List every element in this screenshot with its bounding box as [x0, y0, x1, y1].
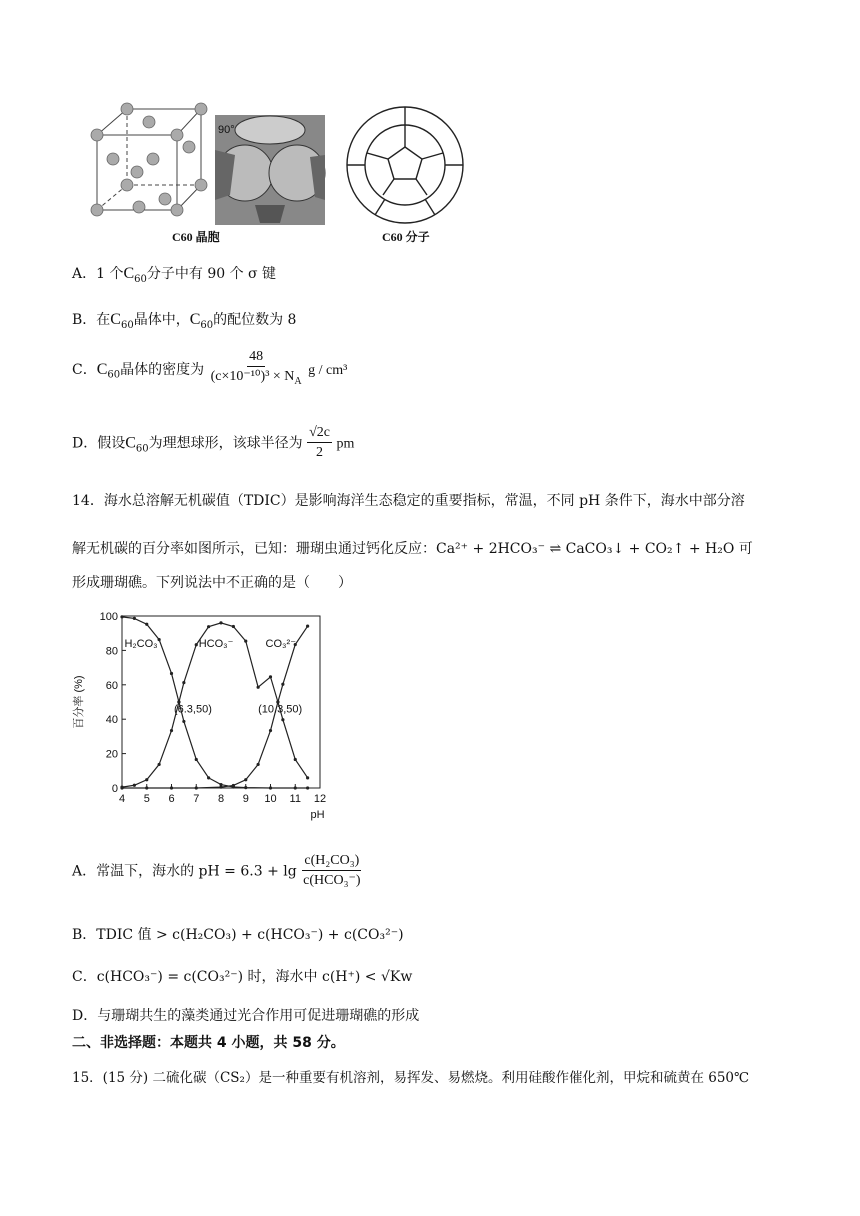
x-tick-label: 4 — [118, 793, 126, 805]
x-tick-label: 9 — [242, 793, 249, 805]
q13-option-b: B．在$C_{60}$晶体中，$C_{60}$的配位数为 8 — [72, 311, 297, 331]
q15-stem: 15．(15 分) 二硫化碳（CS₂）是一种重要有机溶剂，易挥发、易燃烧。利用硅酸作催化剂，甲烷和硫黄在 650℃ — [72, 1070, 750, 1086]
data-point — [232, 784, 235, 787]
data-point — [281, 718, 284, 721]
x-tick-label: 5 — [143, 793, 150, 805]
data-point — [232, 625, 235, 628]
data-point — [170, 786, 173, 789]
q14-option-b: B．TDIC 值 > c(H₂CO₃) + c(HCO₃⁻) + c(CO₃²⁻) — [72, 927, 404, 943]
q13-option-d: D．假设$C_{60}$为理想球形，该球半径为 $\frac{√2c}{2}$ pm — [72, 424, 354, 463]
series-label: HCO₃⁻ — [198, 637, 234, 650]
distribution-chart — [70, 602, 340, 834]
data-point — [207, 776, 210, 779]
data-point — [145, 623, 148, 626]
x-tick-label: 11 — [289, 793, 301, 805]
q14-option-a: A．常温下，海水的 pH = 6.3 + lg $\frac{\text{c(H₂CO₃)}}{\text{c(HCO₃⁻)}}$ — [72, 852, 363, 891]
data-point — [244, 640, 247, 643]
data-point — [195, 643, 198, 646]
y-tick-label: 100 — [99, 611, 118, 623]
data-point — [120, 615, 123, 618]
x-tick-label: 8 — [217, 793, 225, 805]
data-point — [158, 638, 161, 641]
y-tick-label: 20 — [105, 748, 118, 761]
x-tick-label: 6 — [168, 793, 175, 805]
x-tick-label: 12 — [313, 793, 327, 805]
data-point — [306, 625, 309, 628]
y-tick-label: 60 — [105, 679, 118, 692]
y-axis-label: 百分率 (%) — [73, 675, 85, 729]
y-tick-label: 0 — [111, 783, 118, 795]
data-point — [294, 786, 297, 789]
data-point — [145, 778, 148, 781]
series-label: CO₃²⁻ — [265, 637, 297, 650]
radius-fraction: $\frac{√2c}{2}$ — [309, 425, 330, 460]
q14-option-d: D．与珊瑚共生的藻类通过光合作用可促进珊瑚礁的形成 — [72, 1008, 420, 1024]
data-point — [281, 683, 284, 686]
distribution-chart-svg — [70, 602, 340, 834]
data-point — [244, 778, 247, 781]
y-tick-label: 80 — [105, 645, 118, 658]
c60-molecule-drawing — [347, 107, 463, 223]
data-point — [158, 763, 161, 766]
caption-c60-cell: C60 晶胞 — [172, 230, 220, 244]
data-point — [170, 729, 173, 732]
x-tick-label: 7 — [193, 793, 200, 805]
density-fraction: $\frac{48}{(c\times 10^{-10})^3 \times N_A}$ — [210, 349, 302, 387]
log-fraction: $\frac{\text{c(H₂CO₃)}}{\text{c(HCO₃⁻)}}$ — [303, 853, 361, 888]
data-point — [170, 672, 173, 675]
x-axis-label: pH — [310, 809, 325, 821]
series-label: H₂CO₃ — [124, 637, 158, 650]
y-tick-label: 40 — [105, 714, 118, 727]
crystal-figure — [85, 95, 475, 245]
section-heading-nonchoice: 二、非选择题：本题共 4 小题，共 58 分。 — [72, 1035, 345, 1051]
q14-stem-line1: 14．海水总溶解无机碳值（TDIC）是影响海洋生态稳定的重要指标，常温，不同 pH 条件下，海水中部分溶 — [72, 493, 745, 509]
q14-stem-line2: 解无机碳的百分率如图所示，已知：珊瑚虫通过钙化反应：Ca²⁺ + 2HCO₃⁻ ⇌ CaCO₃↓ + CO₂↑ + H₂O 可 — [72, 541, 753, 557]
q13-option-a: A．1 个$C_{60}$分子中有 90 个 σ 键 — [72, 265, 277, 285]
data-point — [306, 786, 309, 789]
data-point — [269, 729, 272, 732]
data-point — [269, 675, 272, 678]
data-point — [133, 617, 136, 620]
data-point — [182, 720, 185, 723]
q13-option-c: C．$C_{60}$晶体的密度为 $\frac{48}{(c\times 10^{-10})^3 \times N_A}$ g / cm³ — [72, 348, 347, 392]
caption-c60-molecule: C60 分子 — [382, 230, 430, 244]
x-tick-label: 10 — [264, 793, 277, 805]
q14-stem-line3: 形成珊瑚礁。下列说法中不正确的是（ ） — [72, 575, 352, 591]
data-point — [182, 681, 185, 684]
data-point — [133, 784, 136, 787]
data-point — [120, 786, 123, 789]
data-point — [294, 758, 297, 761]
atom-spheres — [91, 103, 207, 216]
data-point — [195, 758, 198, 761]
angle-label: 90° — [218, 124, 235, 136]
data-point — [195, 786, 198, 789]
data-point — [145, 786, 148, 789]
point-annotation: (6.3,50) — [173, 703, 212, 716]
data-point — [306, 776, 309, 779]
data-point — [244, 786, 247, 789]
data-point — [257, 763, 260, 766]
crystal-figure-svg — [85, 95, 475, 245]
data-point — [269, 786, 272, 789]
data-point — [219, 621, 222, 624]
point-annotation: (10.3,50) — [258, 703, 303, 716]
data-point — [219, 786, 222, 789]
q14-option-c: C．c(HCO₃⁻) = c(CO₃²⁻) 时，海水中 c(H⁺) < √Kw — [72, 969, 413, 985]
data-point — [207, 625, 210, 628]
data-point — [257, 686, 260, 689]
